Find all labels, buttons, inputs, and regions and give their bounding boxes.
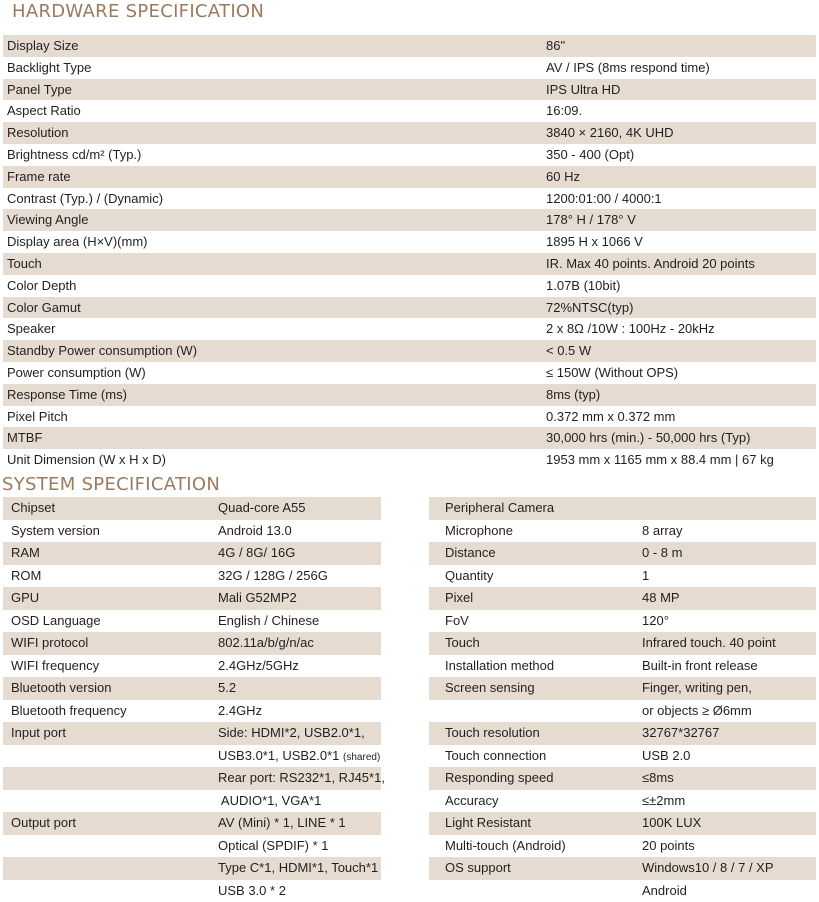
spec-value: 32767*32767 <box>642 722 719 745</box>
spec-value: 8 array <box>642 520 682 543</box>
spec-label: GPU <box>11 587 39 610</box>
spec-label: Viewing Angle <box>7 209 88 231</box>
spec-row-chipset <box>3 497 381 520</box>
spec-label: Frame rate <box>7 166 71 188</box>
spec-value: Side: HDMI*2, USB2.0*1, <box>218 722 365 745</box>
spec-row-os-support <box>429 857 816 880</box>
spec-value: or objects ≥ Ø6mm <box>642 700 752 723</box>
spec-label: Power consumption (W) <box>7 362 146 384</box>
spec-value: 32G / 128G / 256G <box>218 565 328 588</box>
spec-value: 5.2 <box>218 677 236 700</box>
spec-row-quantity <box>429 565 816 588</box>
spec-row-touch-type <box>429 632 816 655</box>
spec-label: Accuracy <box>445 790 498 813</box>
spec-row-accuracy <box>429 790 816 813</box>
spec-row-output-port-cont-2 <box>3 857 381 880</box>
spec-value: USB 2.0 <box>642 745 690 768</box>
spec-value: Android <box>642 880 687 902</box>
spec-label: Touch <box>445 632 480 655</box>
spec-row-touch-connection <box>429 745 816 768</box>
spec-row-display-area <box>3 231 816 253</box>
spec-row-bluetooth-version <box>3 677 381 700</box>
spec-value: AV (Mini) * 1, LINE * 1 <box>218 812 346 835</box>
spec-value: 100K LUX <box>642 812 701 835</box>
spec-label: Multi-touch (Android) <box>445 835 566 858</box>
spec-row-ram <box>3 542 381 565</box>
spec-value: 30,000 hrs (min.) - 50,000 hrs (Typ) <box>546 427 750 449</box>
hardware-spec-title: HARDWARE SPECIFICATION <box>12 1 264 22</box>
spec-value: Type C*1, HDMI*1, Touch*1 <box>218 857 378 880</box>
spec-label: System version <box>11 520 100 543</box>
spec-label: ROM <box>11 565 41 588</box>
spec-row-responding-speed <box>429 767 816 790</box>
spec-label: Color Depth <box>7 275 76 297</box>
spec-label: Response Time (ms) <box>7 384 127 406</box>
spec-value: 120° <box>642 610 669 633</box>
spec-value: 2 x 8Ω /10W : 100Hz - 20kHz <box>546 318 715 340</box>
spec-value: Mali G52MP2 <box>218 587 297 610</box>
spec-value: AV / IPS (8ms respond time) <box>546 57 710 79</box>
spec-label: Speaker <box>7 318 55 340</box>
spec-value: < 0.5 W <box>546 340 591 362</box>
spec-row-wifi-frequency <box>3 655 381 678</box>
spec-value: 178° H / 178° V <box>546 209 636 231</box>
spec-row-multi-touch <box>429 835 816 858</box>
spec-value: Optical (SPDIF) * 1 <box>218 835 329 858</box>
spec-label: Standby Power consumption (W) <box>7 340 197 362</box>
spec-row-bluetooth-frequency <box>3 700 381 723</box>
spec-label: Chipset <box>11 497 55 520</box>
spec-value: ≤ 150W (Without OPS) <box>546 362 678 384</box>
spec-row-power-consumption <box>3 362 816 384</box>
spec-value: 1953 mm x 1165 mm x 88.4 mm | 67 kg <box>546 449 774 471</box>
spec-value: 3840 × 2160, 4K UHD <box>546 122 674 144</box>
spec-row-pixel <box>429 587 816 610</box>
spec-row-installation-method <box>429 655 816 678</box>
spec-value: Built-in front release <box>642 655 758 678</box>
spec-label: Resolution <box>7 122 68 144</box>
spec-label: Touch connection <box>445 745 546 768</box>
spec-row-fov <box>429 610 816 633</box>
spec-row-color-gamut <box>3 297 816 319</box>
spec-value: Quad-core A55 <box>218 497 305 520</box>
spec-value: 8ms (typ) <box>546 384 600 406</box>
spec-value: 20 points <box>642 835 695 858</box>
spec-value: 2.4GHz/5GHz <box>218 655 299 678</box>
spec-value: ≤8ms <box>642 767 674 790</box>
spec-row-input-port-cont-1 <box>3 745 381 768</box>
spec-label: Input port <box>11 722 66 745</box>
spec-row-peripheral-camera <box>429 497 816 520</box>
spec-value: IPS Ultra HD <box>546 79 620 101</box>
spec-value: 16:09. <box>546 100 582 122</box>
spec-value: Infrared touch. 40 point <box>642 632 776 655</box>
spec-row-frame-rate <box>3 166 816 188</box>
spec-row-aspect-ratio <box>3 100 816 122</box>
spec-row-resolution <box>3 122 816 144</box>
spec-label: Distance <box>445 542 496 565</box>
spec-value: English / Chinese <box>218 610 319 633</box>
spec-row-light-resistant <box>429 812 816 835</box>
spec-value: IR. Max 40 points. Android 20 points <box>546 253 755 275</box>
spec-row-unit-dimension <box>3 449 816 471</box>
spec-row-gpu <box>3 587 381 610</box>
spec-row-input-port <box>3 722 381 745</box>
system-spec-table-left <box>3 497 381 902</box>
spec-value: 1895 H x 1066 V <box>546 231 643 253</box>
spec-label: Contrast (Typ.) / (Dynamic) <box>7 188 163 210</box>
spec-value: 48 MP <box>642 587 680 610</box>
spec-label: Touch resolution <box>445 722 540 745</box>
spec-label: Screen sensing <box>445 677 535 700</box>
system-spec-table-right <box>429 497 816 902</box>
spec-label: Quantity <box>445 565 493 588</box>
spec-value-text: USB3.0*1, USB2.0*1 <box>218 748 339 763</box>
spec-value: Rear port: RS232*1, RJ45*1, <box>218 767 385 790</box>
spec-row-display-size <box>3 35 816 57</box>
spec-label: Bluetooth frequency <box>11 700 127 723</box>
spec-value: 4G / 8G/ 16G <box>218 542 295 565</box>
spec-label: Unit Dimension (W x H x D) <box>7 449 166 471</box>
spec-row-mtbf <box>3 427 816 449</box>
spec-row-output-port-cont-3 <box>3 880 381 902</box>
spec-value: ≤±2mm <box>642 790 685 813</box>
spec-row-input-port-cont-2 <box>3 767 381 790</box>
spec-value: 1200:01:00 / 4000:1 <box>546 188 662 210</box>
spec-label: Display Size <box>7 35 79 57</box>
spec-row-backlight-type <box>3 57 816 79</box>
spec-value: 60 Hz <box>546 166 580 188</box>
spec-label: RAM <box>11 542 40 565</box>
spec-label: Color Gamut <box>7 297 81 319</box>
spec-label: Output port <box>11 812 76 835</box>
spec-value: 2.4GHz <box>218 700 262 723</box>
spec-row-osd-language <box>3 610 381 633</box>
spec-row-touch <box>3 253 816 275</box>
spec-label: WIFI frequency <box>11 655 99 678</box>
spec-row-viewing-angle <box>3 209 816 231</box>
spec-label: Light Resistant <box>445 812 531 835</box>
spec-value: AUDIO*1, VGA*1 <box>218 790 321 813</box>
spec-value: 1.07B (10bit) <box>546 275 620 297</box>
spec-label: Pixel <box>445 587 473 610</box>
spec-value: 72%NTSC(typ) <box>546 297 633 319</box>
spec-row-output-port-cont-1 <box>3 835 381 858</box>
spec-label: Bluetooth version <box>11 677 111 700</box>
spec-row-color-depth <box>3 275 816 297</box>
spec-label: Microphone <box>445 520 513 543</box>
spec-value <box>218 745 380 770</box>
spec-row-response-time <box>3 384 816 406</box>
spec-row-panel-type <box>3 79 816 101</box>
spec-row-contrast <box>3 188 816 210</box>
spec-value: USB 3.0 * 2 <box>218 880 286 902</box>
spec-row-speaker <box>3 318 816 340</box>
spec-label: Panel Type <box>7 79 72 101</box>
spec-row-wifi-protocol <box>3 632 381 655</box>
spec-row-output-port <box>3 812 381 835</box>
spec-row-screen-sensing <box>429 677 816 700</box>
spec-label: Backlight Type <box>7 57 91 79</box>
spec-value: Android 13.0 <box>218 520 292 543</box>
spec-value-note: (shared) <box>343 752 380 763</box>
spec-label: Aspect Ratio <box>7 100 81 122</box>
spec-label: Responding speed <box>445 767 553 790</box>
spec-label: Pixel Pitch <box>7 406 68 428</box>
spec-row-distance <box>429 542 816 565</box>
spec-row-brightness <box>3 144 816 166</box>
spec-label: FoV <box>445 610 469 633</box>
spec-row-standby-power <box>3 340 816 362</box>
system-spec-title: SYSTEM SPECIFICATION <box>2 474 220 495</box>
spec-label: Peripheral Camera <box>445 497 554 520</box>
spec-row-microphone <box>429 520 816 543</box>
spec-label: Display area (H×V)(mm) <box>7 231 148 253</box>
spec-row-touch-resolution <box>429 722 816 745</box>
spec-row-screen-sensing-cont <box>429 700 816 723</box>
hardware-spec-table <box>3 35 816 471</box>
spec-value: Windows10 / 8 / 7 / XP <box>642 857 774 880</box>
spec-label: OSD Language <box>11 610 101 633</box>
spec-label: Brightness cd/m² (Typ.) <box>7 144 141 166</box>
spec-value: 86" <box>546 35 565 57</box>
spec-value: 0 - 8 m <box>642 542 682 565</box>
spec-value: 802.11a/b/g/n/ac <box>218 632 314 655</box>
spec-value: 0.372 mm x 0.372 mm <box>546 406 675 428</box>
spec-value: Finger, writing pen, <box>642 677 752 700</box>
spec-value: 350 - 400 (Opt) <box>546 144 634 166</box>
spec-row-rom <box>3 565 381 588</box>
spec-value: 1 <box>642 565 649 588</box>
spec-row-system-version <box>3 520 381 543</box>
spec-row-input-port-cont-3 <box>3 790 381 813</box>
spec-label: OS support <box>445 857 511 880</box>
spec-label: MTBF <box>7 427 42 449</box>
spec-label: Touch <box>7 253 42 275</box>
spec-row-os-support-cont <box>429 880 816 902</box>
spec-label: Installation method <box>445 655 554 678</box>
spec-label: WIFI protocol <box>11 632 88 655</box>
spec-row-pixel-pitch <box>3 406 816 428</box>
